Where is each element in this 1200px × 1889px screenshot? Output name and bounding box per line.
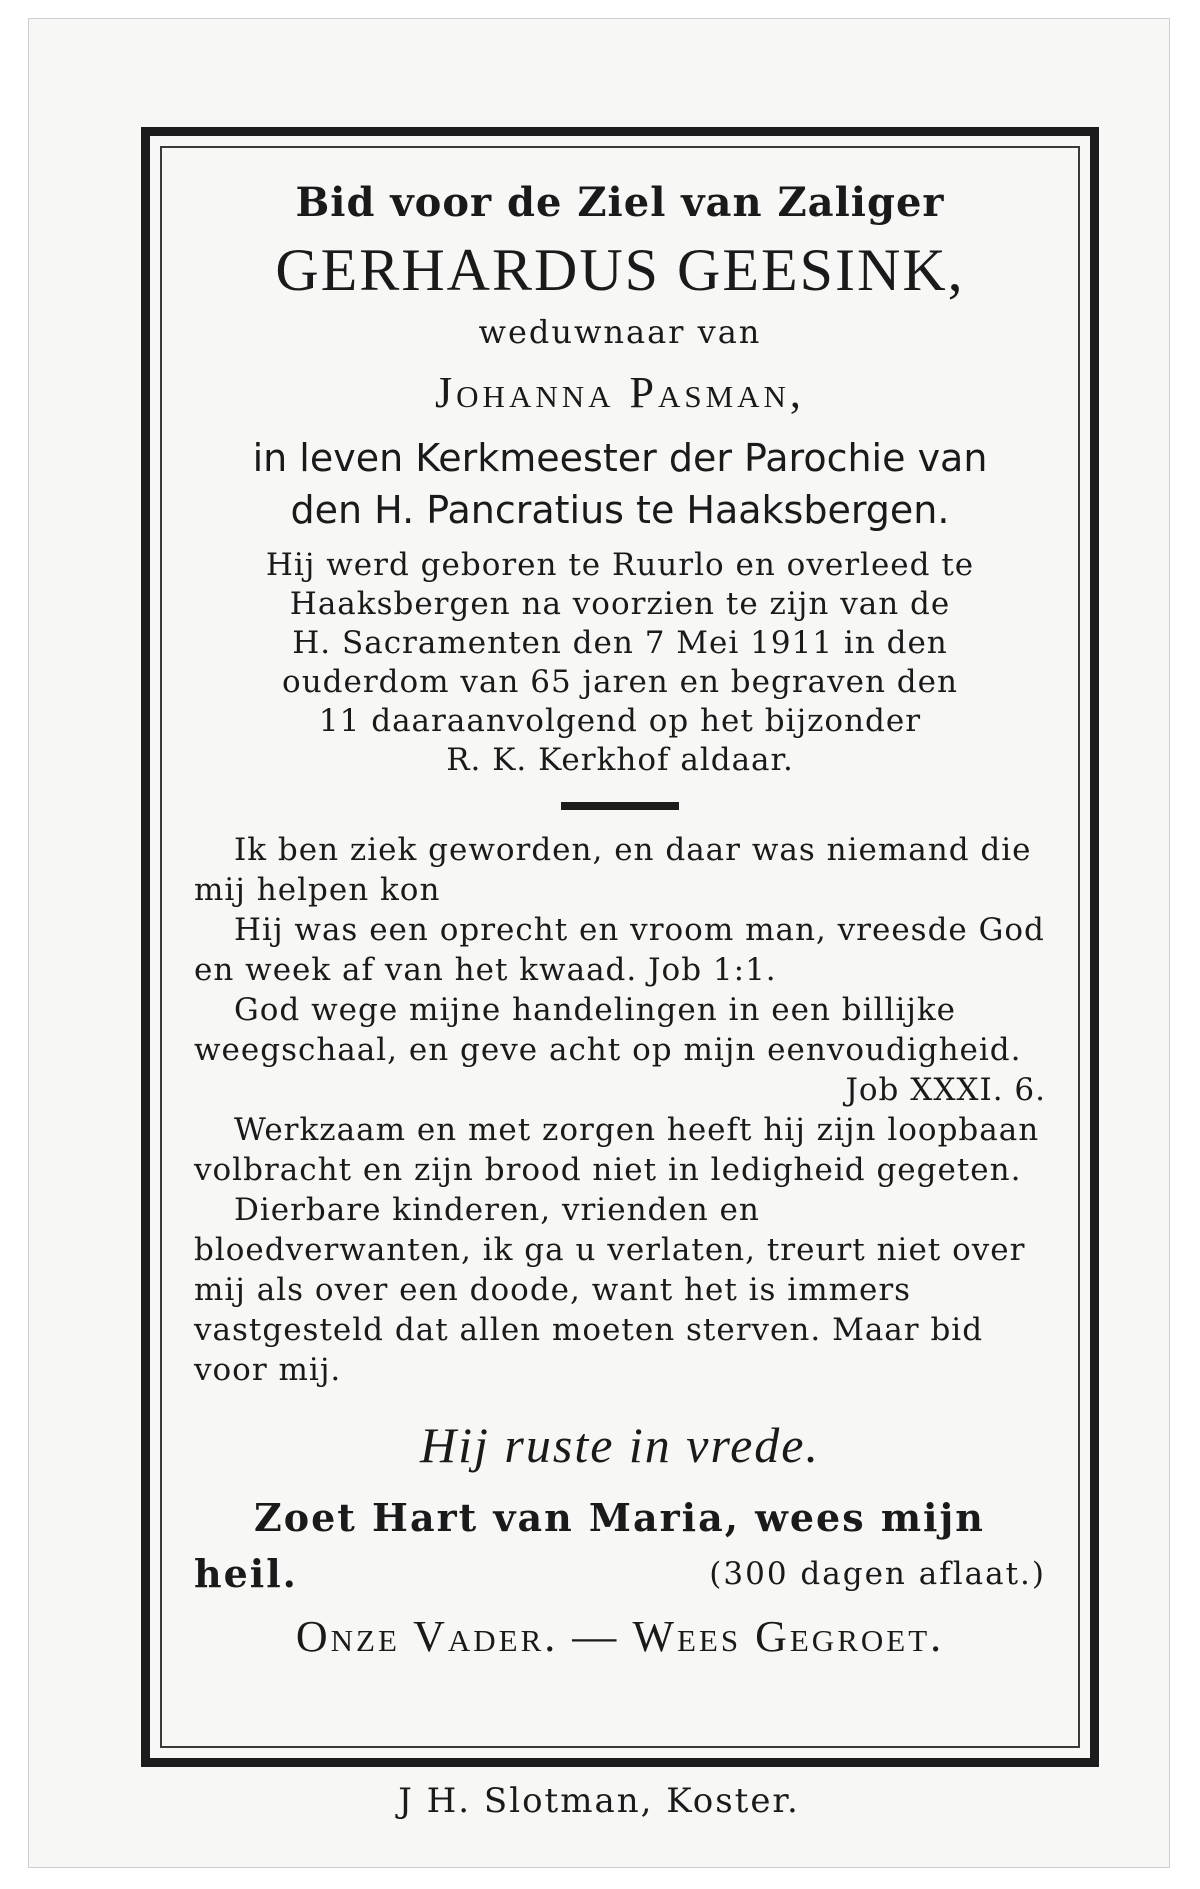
memorial-card [28, 18, 1170, 1868]
verse-paragraph [194, 1110, 1046, 1190]
verse-paragraph [194, 830, 1046, 910]
bio-line: H. Sacramenten den 7 Mei 1911 in den [292, 625, 948, 661]
verse-text: God wege mijne handelingen in een billijke weegschaal, en geve acht op mijn eenvoudigheid. [194, 992, 1022, 1068]
spouse-name: Johanna Pasman, [435, 368, 805, 417]
verse-text: Dierbare kinderen, vrienden en bloedverwanten, ik ga u verlaten, treurt niet over mij als over een doode, want het is immers vastgesteld dat allen moeten sterven. Maar bid voor mij. [194, 1192, 1026, 1388]
prayer-line-end: heil. [194, 1551, 298, 1596]
bio-line: Haaksbergen na voorzien te zijn van de [289, 586, 951, 622]
closing-prayers: Onze Vader. — Wees Gegroet. [295, 1612, 945, 1661]
verse-text: Hij was een oprecht en vroom man, vreesde God en week af van het kwaad. [194, 912, 1045, 988]
bio-line: 11 daaraanvolgend op het bijzonder [318, 703, 922, 739]
prayer-line [194, 1546, 1046, 1602]
verse-reference: Job 1:1. [648, 952, 777, 988]
verse-reference: Job XXXI. 6. [845, 1072, 1046, 1108]
black-border-frame [141, 127, 1099, 1767]
bio-line: Hij werd geboren te Ruurlo en overleed te [265, 547, 975, 583]
bio-line: R. K. Kerkhof aldaar. [446, 742, 794, 778]
office-line: in leven Kerkmeester der Parochie van [252, 436, 988, 480]
verse-text: Werkzaam en met zorgen heeft hij zijn loopbaan volbracht en zijn brood niet in ledigheid gegeten. [194, 1112, 1040, 1188]
verse-paragraph [194, 910, 1046, 990]
verse-paragraph [194, 990, 1046, 1108]
office-line: den H. Pancratius te Haaksbergen. [290, 488, 950, 532]
card-header: Bid voor de Ziel van Zaliger [295, 179, 945, 226]
indulgence-note: (300 dagen aflaat.) [709, 1556, 1046, 1592]
deceased-name: GERHARDUS GEESINK, [275, 237, 965, 303]
divider-rule [561, 802, 679, 810]
prayer-invocation [194, 1490, 1046, 1602]
card-content [194, 176, 1046, 1672]
office-text [194, 432, 1046, 536]
verse-text: Ik ben ziek geworden, en daar was niemand die mij helpen kon [194, 832, 1032, 908]
rest-in-peace: Hij ruste in vrede. [420, 1417, 820, 1473]
verses [194, 830, 1046, 1390]
bio-line: ouderdom van 65 jaren en begraven den [282, 664, 958, 700]
printer-credit: J H. Slotman, Koster. [398, 1781, 800, 1821]
prayer-line: Zoet Hart van Maria, wees mijn [254, 1495, 985, 1540]
verse-paragraph [194, 1190, 1046, 1390]
relation-text: weduwnaar van [478, 313, 762, 351]
biography [194, 546, 1046, 780]
